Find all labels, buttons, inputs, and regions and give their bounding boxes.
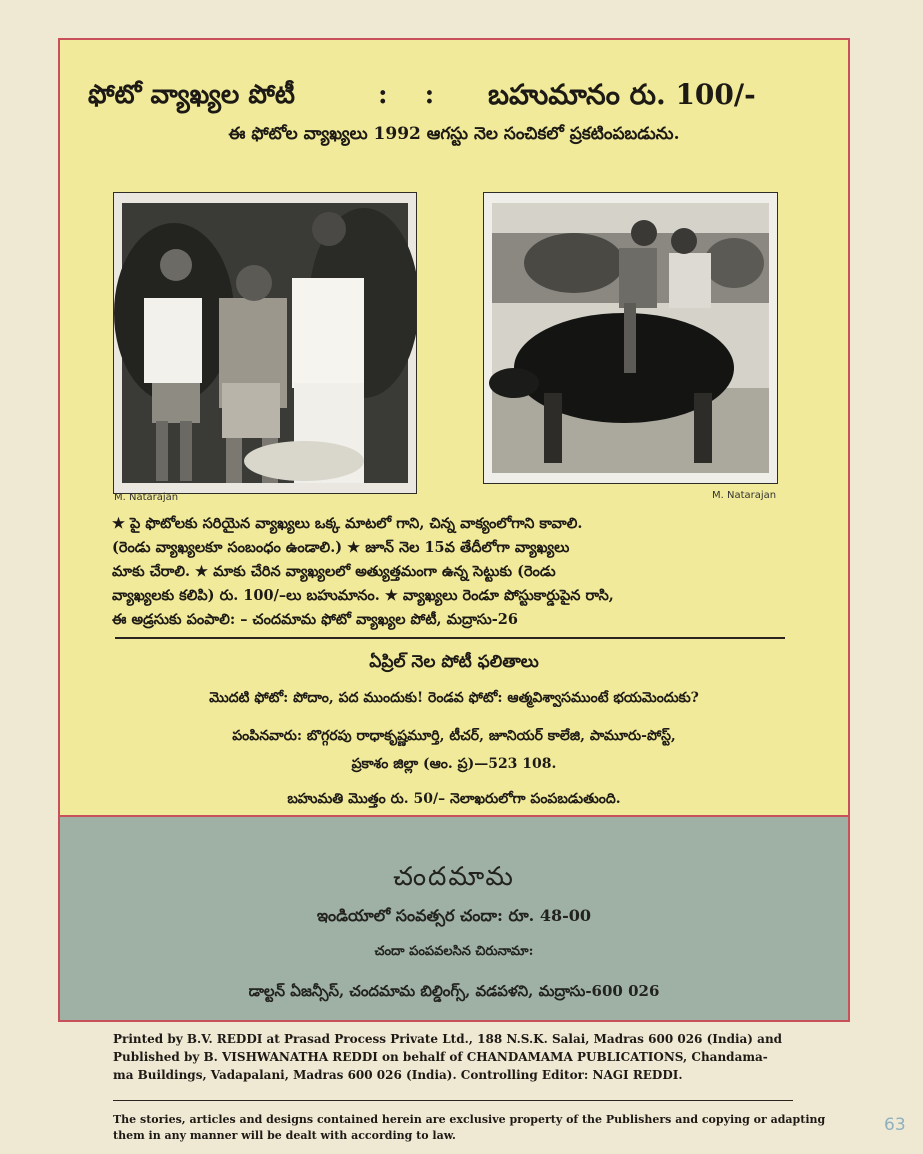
imprint-line: Printed by B.V. REDDI at Prasad Process Private Ltd., 188 N.S.K. Salai, Madras 600 026 (India) and bbox=[113, 1032, 783, 1046]
copyright-line: The stories, articles and designs contained herein are exclusive property of the Publishers and copying or adapting bbox=[113, 1113, 826, 1126]
contest-photo-right bbox=[483, 192, 778, 484]
rules-line: ఈ అడ్రసుకు పంపాలి: – చందమామ ఫోటో వ్యాఖ్యల పోటీ, మద్రాసు-26 bbox=[112, 611, 518, 628]
winner-line-1: పంపినవారు: బొగ్గరపు రాధాకృష్ణమూర్తి, టీచర్, జూనియర్ కాలేజి, పామూరు-పోస్ట్, bbox=[232, 728, 676, 744]
photo-credit-left: M. Natarajan bbox=[114, 492, 179, 503]
contest-rules bbox=[112, 512, 792, 632]
prize-note: బహుమతి మొత్తం రు. 50/– నెలాఖరులోగా పంపబడుతుంది. bbox=[287, 791, 621, 807]
photo-credit-right: M. Natarajan bbox=[712, 490, 777, 501]
rules-line: వ్యాఖ్యలకు కలిపి) రు. 100/–లు బహుమానం. ★ వ్యాఖ్యలు రెండూ పోస్టుకార్డుపైన రాసి, bbox=[112, 587, 614, 604]
annual-subscription: ఇండియాలో సంవత్సర చందా: రూ. 48-00 bbox=[317, 906, 591, 925]
copyright-line: them in any manner will be dealt with according to law. bbox=[113, 1129, 456, 1142]
page-number: 63 bbox=[884, 1115, 906, 1135]
address-label: చందా పంపవలసిన చిరునామా: bbox=[374, 944, 534, 959]
rules-line: మాకు చేరాలి. ★ మాకు చేరిన వ్యాఖ్యలలో అత్యుత్తమంగా ఉన్న సెట్టుకు (రెండు bbox=[112, 563, 556, 580]
section-divider bbox=[115, 637, 785, 639]
imprint-line: ma Buildings, Vadapalani, Madras 600 026 (India). Controlling Editor: NAGI REDDI. bbox=[113, 1068, 683, 1082]
results-title: ఏప్రిల్ నెల పోటీ ఫలితాలు bbox=[369, 652, 539, 672]
rules-line: ★ పై ఫొటోలకు సరియైన వ్యాఖ్యలు ఒక్క మాటలో గాని, చిన్న వాక్యంలోగాని కావాలి. bbox=[112, 515, 583, 532]
contest-title: ఫోటో వ్యాఖ్యల పోటీ bbox=[88, 80, 295, 110]
printer-imprint bbox=[113, 1030, 813, 1084]
title-separator: : : bbox=[378, 80, 449, 110]
contest-photo-left bbox=[113, 192, 417, 494]
footer-divider bbox=[113, 1100, 793, 1101]
magazine-name: చందమామ bbox=[393, 862, 515, 892]
imprint-line: Published by B. VISHWANATHA REDDI on behalf of CHANDAMAMA PUBLICATIONS, Chandama- bbox=[113, 1050, 768, 1064]
winning-captions: మొదటి ఫోటో: పోదాం, పద ముందుకు! రెండవ ఫోటో: ఆత్మవిశ్వాసముంటే భయమెందుకు? bbox=[209, 690, 699, 706]
prize-amount: బహుమానం రు. 100/- bbox=[488, 78, 756, 111]
contest-subtitle: ఈ ఫోటోల వ్యాఖ్యలు 1992 ఆగస్టు నెల సంచికలో ప్రకటింపబడును. bbox=[228, 124, 680, 144]
subscription-address: డాల్టన్ ఏజన్సీస్, చందమామ బిల్డింగ్స్, వడపళని, మద్రాసు-600 026 bbox=[248, 982, 660, 1000]
winner-line-2: ప్రకాశం జిల్లా (ఆం. ప్ర)—523 108. bbox=[351, 756, 557, 772]
copyright-notice bbox=[113, 1112, 826, 1144]
rules-line: (రెండు వ్యాఖ్యలకూ సంబంధం ఉండాలి.) ★ జూన్ నెల 15వ తేదీలోగా వ్యాఖ్యలు bbox=[112, 539, 570, 556]
